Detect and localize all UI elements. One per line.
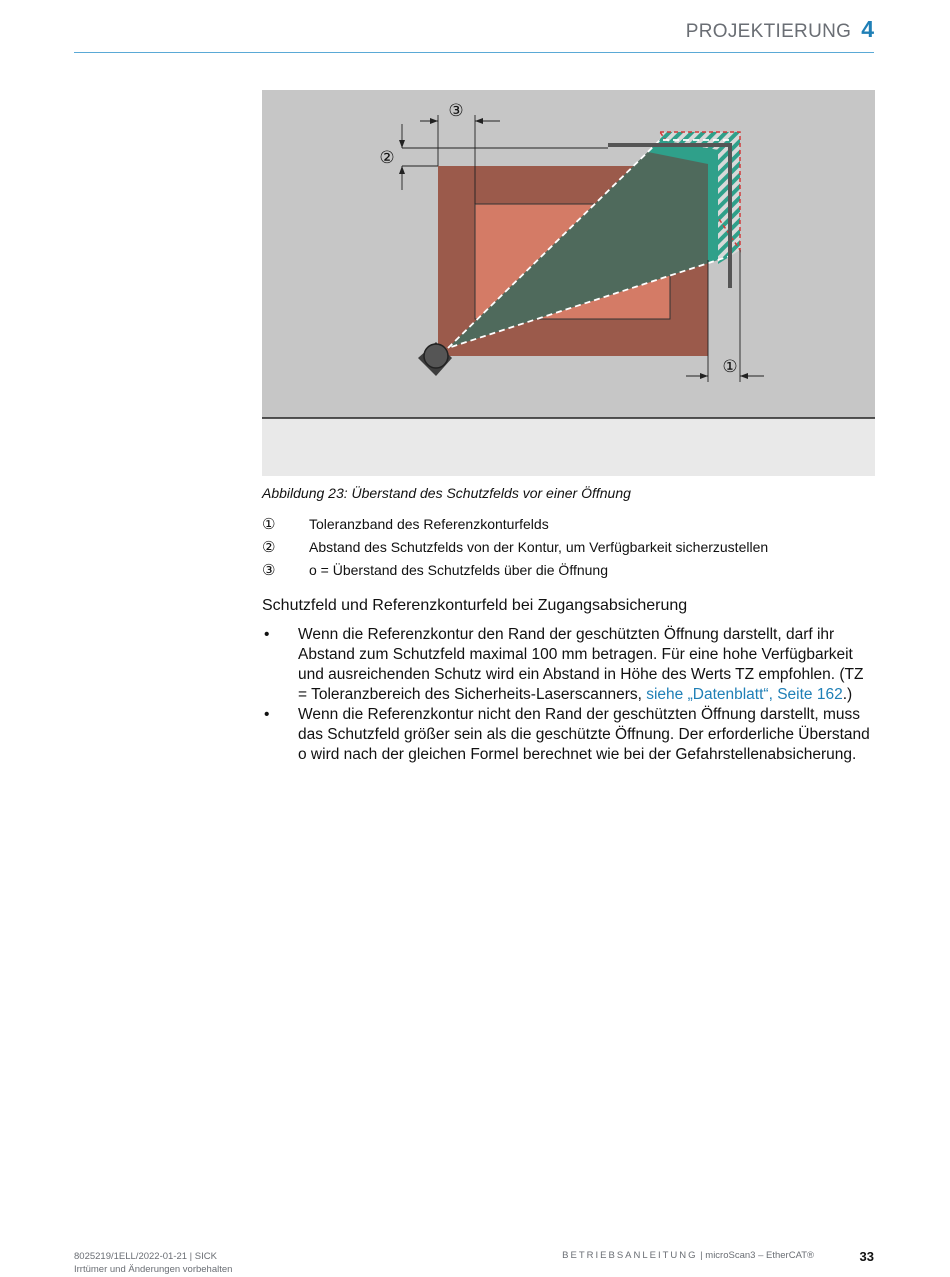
legend-text: Toleranzband des Referenzkonturfelds (309, 515, 549, 532)
footer-document (562, 1250, 814, 1261)
figure-svg (262, 90, 875, 476)
chapter-number: 4 (861, 16, 874, 42)
list-item (262, 625, 875, 705)
legend-text: Abstand des Schutzfelds von der Kontur, um Verfügbarkeit sicherzustellen (309, 538, 769, 555)
bullet-tail: .) (842, 686, 853, 703)
figure-floor (262, 418, 875, 476)
callout-2: ② (379, 148, 395, 168)
page-header (686, 16, 874, 43)
datasheet-link[interactable]: siehe „Datenblatt“, Seite 162 (646, 686, 843, 703)
legend-item (262, 535, 875, 558)
legend-mark: ① (262, 514, 276, 533)
doc-id: 8025219/1ELL/2022-01-21 | SICK (74, 1251, 217, 1262)
legend-item (262, 558, 875, 581)
callout-3: ③ (448, 101, 464, 121)
bullet-text (298, 625, 875, 705)
legend-mark: ③ (262, 560, 276, 579)
disclaimer: Irrtümer und Änderungen vorbehalten (74, 1264, 233, 1275)
footer-left (74, 1250, 232, 1276)
page-number: 33 (859, 1249, 874, 1264)
figure-caption: Abbildung 23: Überstand des Schutzfelds vor einer Öffnung (262, 485, 631, 501)
doc-type: BETRIEBSANLEITUNG (562, 1250, 698, 1261)
figure-illustration (262, 90, 875, 476)
bullet-body: Wenn die Referenzkontur den Rand der geschützten Öffnung darstellt, darf ihr Abstand zum Schutzfeld maximal 100 mm betragen. Für eine hohe Verfügbarkeit und ausreichenden Schutz wird ein Abstand in Höhe des Werts TZ empfohlen. (TZ = Toleranzbereich des Sicherheits-Laserscanners, (298, 626, 864, 703)
list-item (262, 705, 875, 765)
legend-item (262, 512, 875, 535)
product-name: | microScan3 – EtherCAT® (697, 1250, 814, 1261)
bullet-text: Wenn die Referenzkontur nicht den Rand der geschützten Öffnung darstellt, muss das Schutzfeld größer sein als die geschützte Öffnung. Der erforderliche Überstand o wird nach der gleichen Formel berechnet wie bei der Gefahrstellenabsicherung. (298, 706, 870, 763)
legend-text: o = Überstand des Schutzfelds über die Öffnung (309, 561, 608, 578)
section-title: PROJEKTIERUNG (685, 21, 852, 42)
scanner-icon (424, 344, 448, 368)
callout-1: ① (722, 357, 738, 377)
figure-legend (262, 512, 875, 581)
bullet-dot: • (264, 706, 270, 723)
bullet-dot: • (264, 626, 270, 643)
section-heading: Schutzfeld und Referenzkonturfeld bei Zugangsabsicherung (262, 597, 688, 614)
header-divider (74, 52, 874, 53)
legend-mark: ② (262, 537, 276, 556)
bullet-list (262, 625, 875, 765)
